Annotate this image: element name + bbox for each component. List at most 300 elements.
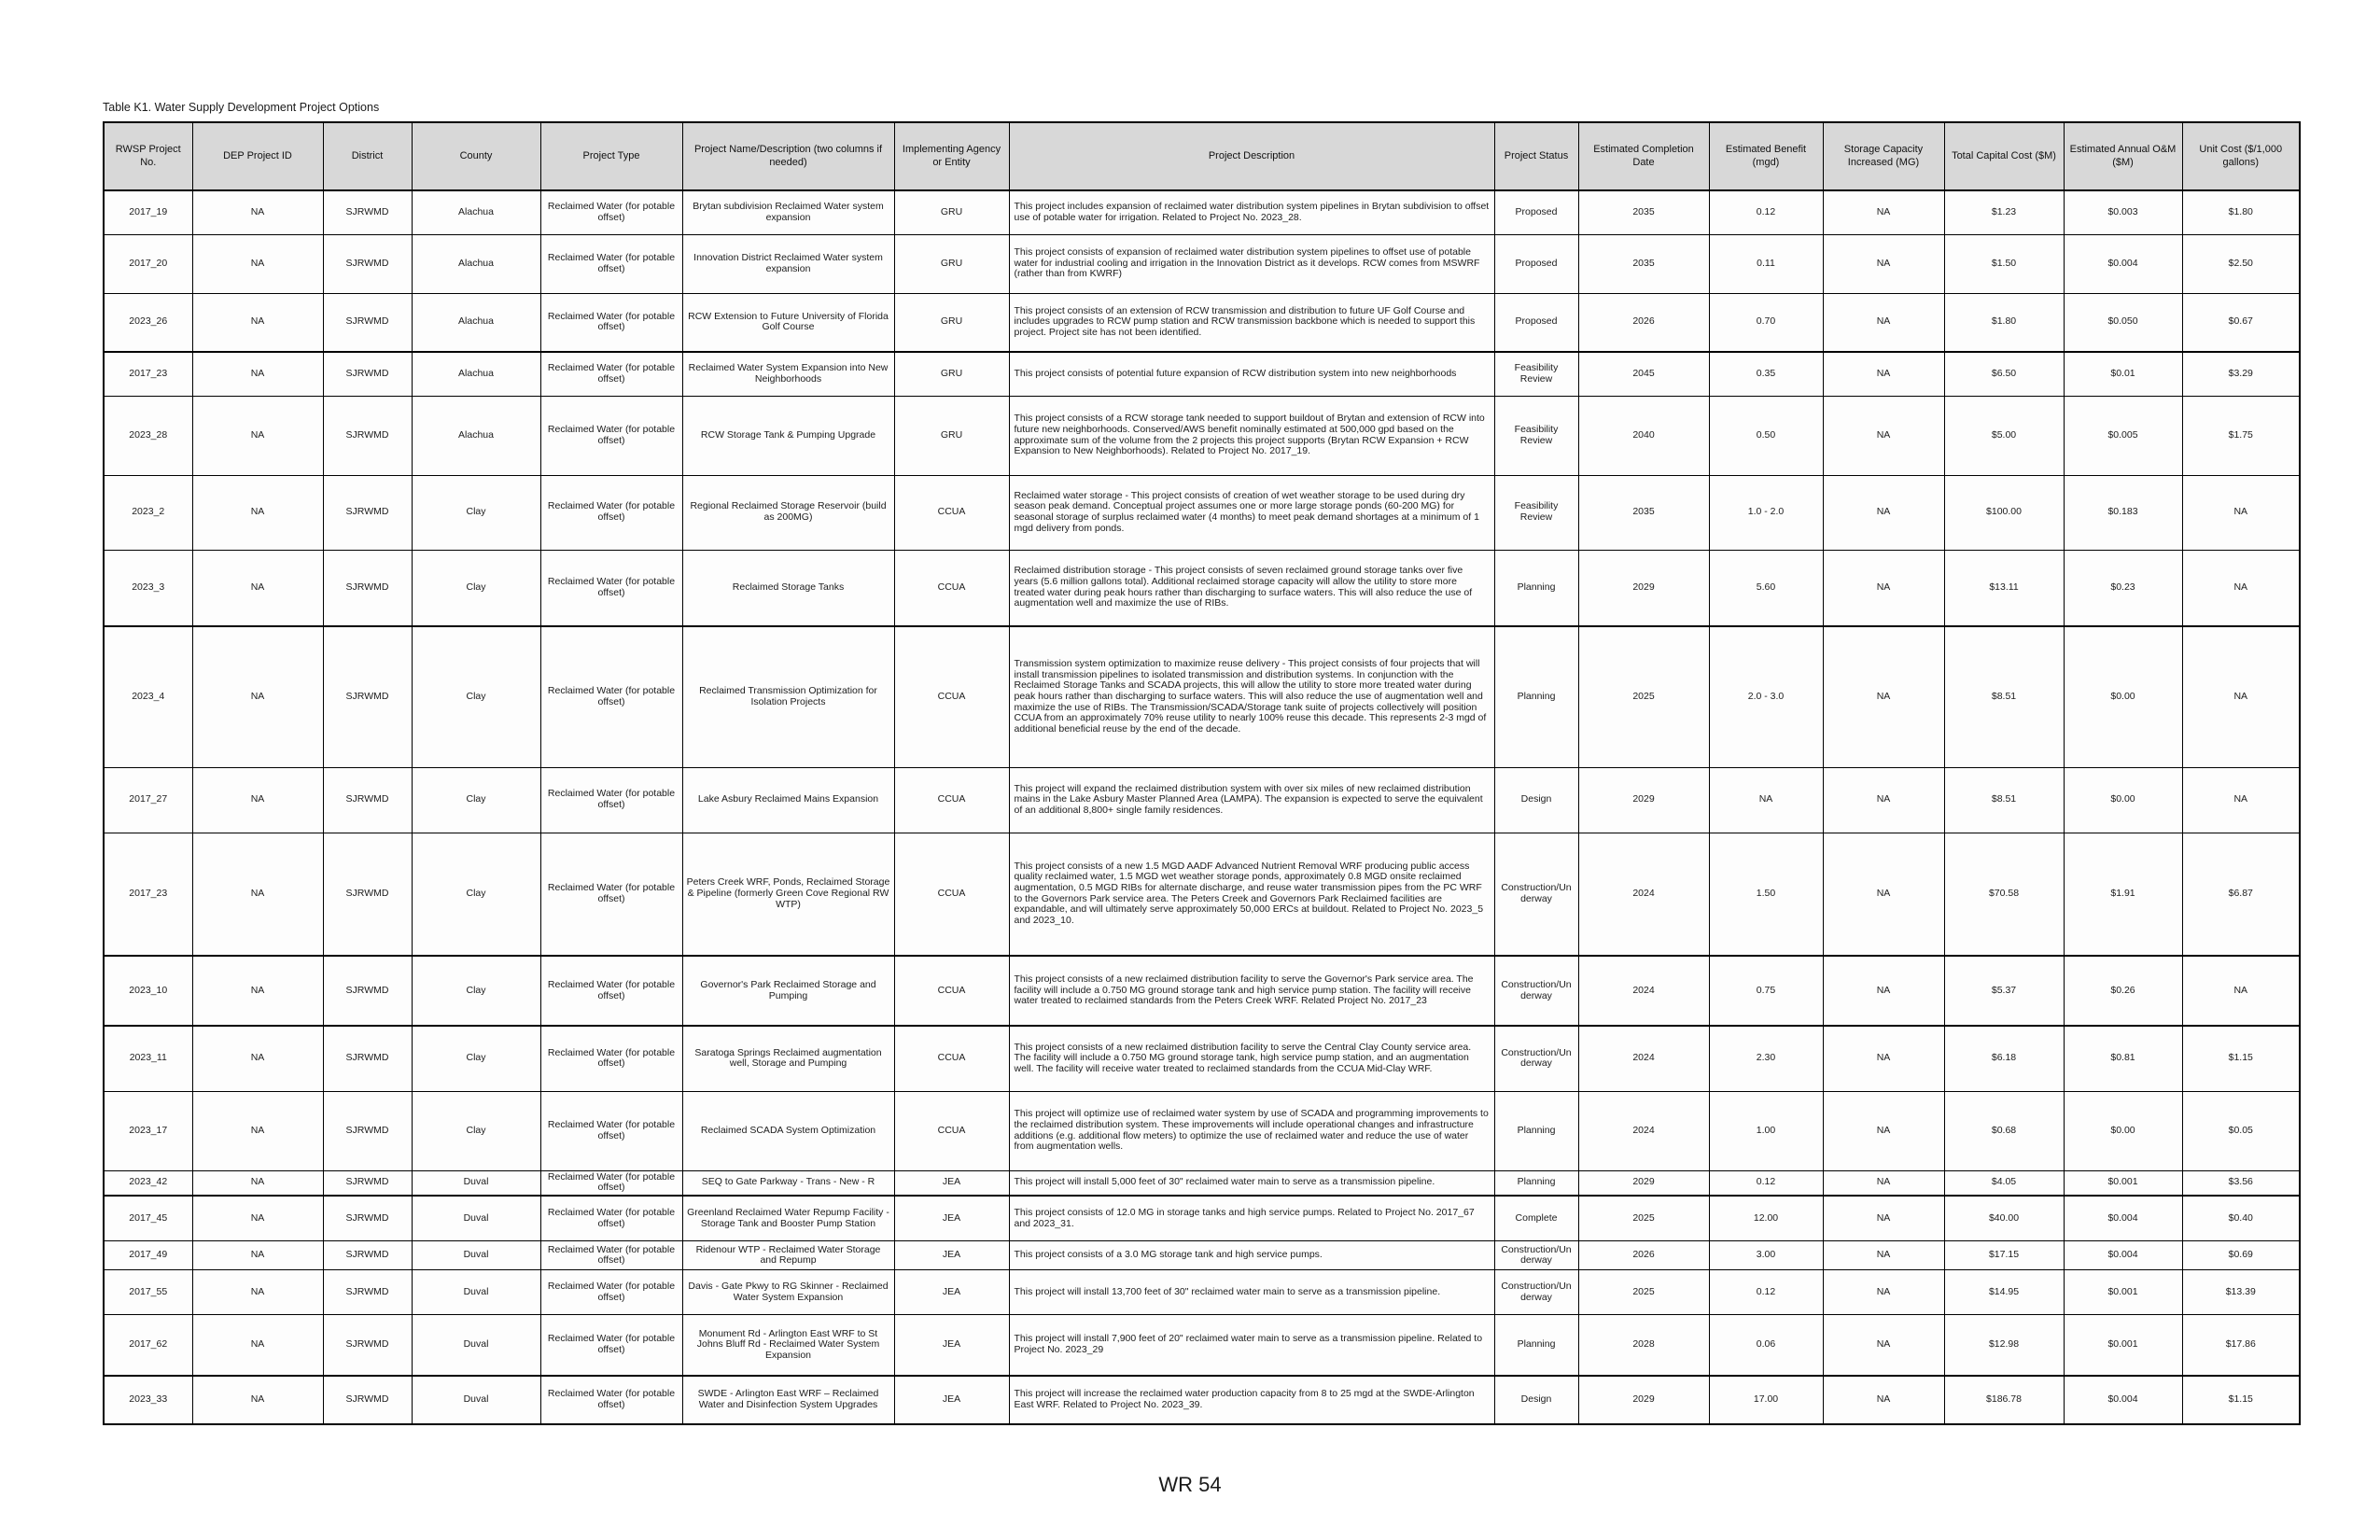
cell-rwsp-project-no: 2023_33 (104, 1376, 192, 1424)
cell-district: SJRWMD (323, 956, 412, 1026)
cell-project-type: Reclaimed Water (for potable offset) (540, 234, 682, 293)
project-options-table (103, 121, 2301, 1425)
cell-storage-capacity: NA (1823, 293, 1944, 352)
cell-unit-cost: NA (2182, 475, 2300, 550)
cell-implementing-agency: GRU (894, 352, 1009, 396)
cell-storage-capacity: NA (1823, 396, 1944, 475)
cell-implementing-agency: CCUA (894, 1091, 1009, 1170)
cell-storage-capacity: NA (1823, 1170, 1944, 1196)
cell-estimated-benefit: 0.06 (1709, 1315, 1823, 1376)
cell-dep-project-id: NA (192, 1196, 323, 1241)
cell-district: SJRWMD (323, 293, 412, 352)
cell-annual-om: $0.004 (2064, 1196, 2182, 1241)
cell-completion-date: 2029 (1578, 550, 1709, 626)
cell-county: Duval (412, 1376, 540, 1424)
table-row (104, 1170, 2300, 1196)
cell-completion-date: 2025 (1578, 1196, 1709, 1241)
cell-project-type: Reclaimed Water (for potable offset) (540, 1270, 682, 1315)
cell-unit-cost: $1.15 (2182, 1376, 2300, 1424)
cell-total-capital-cost: $6.18 (1944, 1026, 2064, 1091)
cell-total-capital-cost: $12.98 (1944, 1315, 2064, 1376)
cell-project-status: Planning (1494, 626, 1578, 767)
cell-annual-om: $0.00 (2064, 1091, 2182, 1170)
cell-estimated-benefit: 1.50 (1709, 833, 1823, 956)
cell-project-name: SWDE - Arlington East WRF – Reclaimed Water and Disinfection System Upgrades (682, 1376, 894, 1424)
column-header-type: Project Type (540, 122, 682, 190)
cell-estimated-benefit: 0.35 (1709, 352, 1823, 396)
cell-project-description: This project consists of a new reclaimed distribution facility to serve the Governor's Park service area. The facility will include a 0.750 MG ground storage tank and high service pump station. The facility will receive water treated to reclaimed standards from the Peters Creek WRF. Related Project No. 2017_23 (1009, 956, 1494, 1026)
cell-total-capital-cost: $40.00 (1944, 1196, 2064, 1241)
cell-rwsp-project-no: 2017_62 (104, 1315, 192, 1376)
cell-county: Alachua (412, 190, 540, 234)
cell-rwsp-project-no: 2023_3 (104, 550, 192, 626)
cell-estimated-benefit: 2.0 - 3.0 (1709, 626, 1823, 767)
table-row (104, 1196, 2300, 1241)
cell-project-name: RCW Storage Tank & Pumping Upgrade (682, 396, 894, 475)
table-row (104, 1376, 2300, 1424)
cell-project-status: Feasibility Review (1494, 396, 1578, 475)
cell-rwsp-project-no: 2017_45 (104, 1196, 192, 1241)
cell-project-type: Reclaimed Water (for potable offset) (540, 956, 682, 1026)
column-header-desc: Project Description (1009, 122, 1494, 190)
cell-annual-om: $0.050 (2064, 293, 2182, 352)
cell-dep-project-id: NA (192, 190, 323, 234)
cell-implementing-agency: CCUA (894, 475, 1009, 550)
cell-project-status: Design (1494, 1376, 1578, 1424)
page-number: WR 54 (1158, 1473, 1222, 1496)
cell-completion-date: 2028 (1578, 1315, 1709, 1376)
cell-estimated-benefit: 1.00 (1709, 1091, 1823, 1170)
cell-estimated-benefit: 1.0 - 2.0 (1709, 475, 1823, 550)
cell-annual-om: $1.91 (2064, 833, 2182, 956)
cell-project-name: Peters Creek WRF, Ponds, Reclaimed Storage & Pipeline (formerly Green Cove Regional RW WTP) (682, 833, 894, 956)
cell-implementing-agency: CCUA (894, 767, 1009, 833)
cell-completion-date: 2035 (1578, 190, 1709, 234)
cell-annual-om: $0.23 (2064, 550, 2182, 626)
table-row (104, 1091, 2300, 1170)
cell-dep-project-id: NA (192, 550, 323, 626)
table-row (104, 1241, 2300, 1270)
cell-project-name: Monument Rd - Arlington East WRF to St Johns Bluff Rd - Reclaimed Water System Expansion (682, 1315, 894, 1376)
cell-dep-project-id: NA (192, 956, 323, 1026)
cell-completion-date: 2024 (1578, 1091, 1709, 1170)
cell-district: SJRWMD (323, 1270, 412, 1315)
cell-annual-om: $0.001 (2064, 1170, 2182, 1196)
cell-total-capital-cost: $17.15 (1944, 1241, 2064, 1270)
cell-completion-date: 2024 (1578, 956, 1709, 1026)
cell-project-type: Reclaimed Water (for potable offset) (540, 767, 682, 833)
column-header-county: County (412, 122, 540, 190)
cell-rwsp-project-no: 2017_49 (104, 1241, 192, 1270)
cell-annual-om: $0.001 (2064, 1270, 2182, 1315)
cell-county: Clay (412, 550, 540, 626)
cell-implementing-agency: CCUA (894, 626, 1009, 767)
cell-county: Clay (412, 1026, 540, 1091)
cell-completion-date: 2026 (1578, 1241, 1709, 1270)
cell-project-description: This project will install 13,700 feet of 30" reclaimed water main to serve as a transmission pipeline. (1009, 1270, 1494, 1315)
cell-completion-date: 2035 (1578, 234, 1709, 293)
cell-storage-capacity: NA (1823, 833, 1944, 956)
cell-implementing-agency: JEA (894, 1315, 1009, 1376)
cell-storage-capacity: NA (1823, 550, 1944, 626)
column-header-capital: Total Capital Cost ($M) (1944, 122, 2064, 190)
cell-rwsp-project-no: 2023_28 (104, 396, 192, 475)
cell-county: Duval (412, 1170, 540, 1196)
cell-project-type: Reclaimed Water (for potable offset) (540, 1026, 682, 1091)
cell-dep-project-id: NA (192, 1026, 323, 1091)
table-row (104, 626, 2300, 767)
table-row (104, 396, 2300, 475)
cell-total-capital-cost: $1.23 (1944, 190, 2064, 234)
table-title: Table K1. Water Supply Development Project Options (103, 101, 380, 114)
cell-storage-capacity: NA (1823, 1091, 1944, 1170)
cell-project-status: Design (1494, 767, 1578, 833)
cell-estimated-benefit: 0.12 (1709, 1170, 1823, 1196)
cell-estimated-benefit: 0.12 (1709, 190, 1823, 234)
cell-rwsp-project-no: 2023_42 (104, 1170, 192, 1196)
cell-project-type: Reclaimed Water (for potable offset) (540, 550, 682, 626)
column-header-no: RWSP Project No. (104, 122, 192, 190)
cell-project-status: Construction/Underway (1494, 1026, 1578, 1091)
cell-county: Duval (412, 1196, 540, 1241)
cell-district: SJRWMD (323, 626, 412, 767)
cell-county: Alachua (412, 293, 540, 352)
cell-project-type: Reclaimed Water (for potable offset) (540, 626, 682, 767)
column-header-date: Estimated Completion Date (1578, 122, 1709, 190)
cell-project-status: Feasibility Review (1494, 475, 1578, 550)
column-header-storage: Storage Capacity Increased (MG) (1823, 122, 1944, 190)
cell-project-type: Reclaimed Water (for potable offset) (540, 1091, 682, 1170)
cell-project-status: Construction/Underway (1494, 1241, 1578, 1270)
cell-rwsp-project-no: 2023_4 (104, 626, 192, 767)
column-header-om: Estimated Annual O&M ($M) (2064, 122, 2182, 190)
cell-unit-cost: $1.15 (2182, 1026, 2300, 1091)
cell-dep-project-id: NA (192, 626, 323, 767)
cell-estimated-benefit: 0.12 (1709, 1270, 1823, 1315)
cell-project-status: Construction/Underway (1494, 956, 1578, 1026)
table-row (104, 833, 2300, 956)
cell-unit-cost: NA (2182, 956, 2300, 1026)
cell-unit-cost: $2.50 (2182, 234, 2300, 293)
cell-county: Clay (412, 833, 540, 956)
cell-completion-date: 2025 (1578, 626, 1709, 767)
cell-county: Alachua (412, 352, 540, 396)
cell-implementing-agency: JEA (894, 1170, 1009, 1196)
cell-project-name: Davis - Gate Pkwy to RG Skinner - Reclaimed Water System Expansion (682, 1270, 894, 1315)
cell-implementing-agency: JEA (894, 1196, 1009, 1241)
cell-implementing-agency: CCUA (894, 956, 1009, 1026)
cell-total-capital-cost: $13.11 (1944, 550, 2064, 626)
cell-completion-date: 2040 (1578, 396, 1709, 475)
cell-total-capital-cost: $5.37 (1944, 956, 2064, 1026)
cell-completion-date: 2029 (1578, 767, 1709, 833)
cell-project-type: Reclaimed Water (for potable offset) (540, 1170, 682, 1196)
table-row (104, 293, 2300, 352)
cell-district: SJRWMD (323, 767, 412, 833)
cell-rwsp-project-no: 2017_23 (104, 352, 192, 396)
cell-project-status: Complete (1494, 1196, 1578, 1241)
column-header-agency: Implementing Agency or Entity (894, 122, 1009, 190)
cell-estimated-benefit: 0.70 (1709, 293, 1823, 352)
cell-project-name: Greenland Reclaimed Water Repump Facility - Storage Tank and Booster Pump Station (682, 1196, 894, 1241)
cell-total-capital-cost: $5.00 (1944, 396, 2064, 475)
cell-implementing-agency: GRU (894, 234, 1009, 293)
cell-district: SJRWMD (323, 1026, 412, 1091)
cell-unit-cost: $0.67 (2182, 293, 2300, 352)
cell-project-status: Planning (1494, 1091, 1578, 1170)
cell-annual-om: $0.01 (2064, 352, 2182, 396)
cell-district: SJRWMD (323, 190, 412, 234)
cell-project-type: Reclaimed Water (for potable offset) (540, 396, 682, 475)
cell-district: SJRWMD (323, 1241, 412, 1270)
cell-project-description: This project includes expansion of reclaimed water distribution system pipelines in Brytan subdivision to offset use of potable water for irrigation. Related to Project No. 2023_28. (1009, 190, 1494, 234)
cell-project-type: Reclaimed Water (for potable offset) (540, 1376, 682, 1424)
cell-estimated-benefit: 0.50 (1709, 396, 1823, 475)
cell-completion-date: 2029 (1578, 1170, 1709, 1196)
table-header-row (104, 122, 2300, 190)
cell-district: SJRWMD (323, 1170, 412, 1196)
cell-project-status: Planning (1494, 550, 1578, 626)
cell-project-name: RCW Extension to Future University of Florida Golf Course (682, 293, 894, 352)
table-row (104, 1270, 2300, 1315)
cell-implementing-agency: GRU (894, 293, 1009, 352)
cell-annual-om: $0.001 (2064, 1315, 2182, 1376)
cell-implementing-agency: CCUA (894, 1026, 1009, 1091)
cell-total-capital-cost: $14.95 (1944, 1270, 2064, 1315)
table-row (104, 190, 2300, 234)
cell-unit-cost: $3.56 (2182, 1170, 2300, 1196)
cell-dep-project-id: NA (192, 1170, 323, 1196)
cell-project-description: This project consists of a RCW storage tank needed to support buildout of Brytan and extension of RCW into future new neighborhoods. Conserved/AWS benefit nominally estimated at 500,000 gpd based on the approximate sum of the volume from the 2 projects this project supports (Brytan RCW Expansion + RCW Expansion to New Neighborhoods). Related to Project No. 2017_19. (1009, 396, 1494, 475)
cell-total-capital-cost: $1.50 (1944, 234, 2064, 293)
cell-annual-om: $0.003 (2064, 190, 2182, 234)
cell-project-description: This project consists of 12.0 MG in storage tanks and high service pumps. Related to Project No. 2017_67 and 2023_31. (1009, 1196, 1494, 1241)
cell-unit-cost: NA (2182, 767, 2300, 833)
cell-project-type: Reclaimed Water (for potable offset) (540, 293, 682, 352)
cell-annual-om: $0.004 (2064, 1241, 2182, 1270)
cell-project-description: This project consists of a new reclaimed distribution facility to serve the Central Clay County service area. The facility will include a 0.750 MG ground storage tank, high service pump station, and an augmentation well. The facility will receive water treated to reclaimed standards from the CCUA Mid-Clay WRF. (1009, 1026, 1494, 1091)
cell-district: SJRWMD (323, 475, 412, 550)
cell-dep-project-id: NA (192, 475, 323, 550)
cell-storage-capacity: NA (1823, 352, 1944, 396)
column-header-unit: Unit Cost ($/1,000 gallons) (2182, 122, 2300, 190)
cell-implementing-agency: CCUA (894, 833, 1009, 956)
cell-unit-cost: $0.69 (2182, 1241, 2300, 1270)
cell-project-name: SEQ to Gate Parkway - Trans - New - R (682, 1170, 894, 1196)
cell-annual-om: $0.005 (2064, 396, 2182, 475)
cell-unit-cost: $0.40 (2182, 1196, 2300, 1241)
cell-estimated-benefit: NA (1709, 767, 1823, 833)
cell-implementing-agency: JEA (894, 1241, 1009, 1270)
cell-rwsp-project-no: 2023_26 (104, 293, 192, 352)
cell-project-name: Reclaimed Water System Expansion into New Neighborhoods (682, 352, 894, 396)
cell-total-capital-cost: $6.50 (1944, 352, 2064, 396)
cell-county: Clay (412, 956, 540, 1026)
cell-annual-om: $0.004 (2064, 1376, 2182, 1424)
cell-project-name: Lake Asbury Reclaimed Mains Expansion (682, 767, 894, 833)
cell-total-capital-cost: $70.58 (1944, 833, 2064, 956)
cell-rwsp-project-no: 2017_27 (104, 767, 192, 833)
cell-rwsp-project-no: 2023_2 (104, 475, 192, 550)
cell-rwsp-project-no: 2017_19 (104, 190, 192, 234)
cell-rwsp-project-no: 2017_23 (104, 833, 192, 956)
cell-completion-date: 2025 (1578, 1270, 1709, 1315)
cell-project-description: This project will expand the reclaimed distribution system with over six miles of new reclaimed distribution mains in the Lake Asbury Master Planned Area (LAMPA). The expansion is expected to serve the equivalent of an additional 8,800+ single family residences. (1009, 767, 1494, 833)
cell-annual-om: $0.00 (2064, 767, 2182, 833)
cell-project-description: This project consists of a new 1.5 MGD AADF Advanced Nutrient Removal WRF producing public access quality reclaimed water, 1.5 MGD wet weather storage ponds, approximately 0.8 MGD onsite reclaimed augmentation, 0.5 MGD RIBs for alternate discharge, and reuse water transmission pipes from the PC WRF to the Governors Park service area. The Peters Creek and Governors Park Reclaimed facilities are expandable, and will ultimately serve approximately 50,000 ERCs at buildout. Related to Project No. 2023_5 and 2023_10. (1009, 833, 1494, 956)
cell-dep-project-id: NA (192, 396, 323, 475)
cell-annual-om: $0.26 (2064, 956, 2182, 1026)
cell-annual-om: $0.004 (2064, 234, 2182, 293)
cell-dep-project-id: NA (192, 1376, 323, 1424)
cell-project-type: Reclaimed Water (for potable offset) (540, 190, 682, 234)
cell-project-name: Saratoga Springs Reclaimed augmentation well, Storage and Pumping (682, 1026, 894, 1091)
cell-total-capital-cost: $100.00 (1944, 475, 2064, 550)
cell-project-description: This project consists of an extension of RCW transmission and distribution to future UF Golf Course and includes upgrades to RCW pump station and RCW transmission backbone which is needed to support this project. Project site has not been identified. (1009, 293, 1494, 352)
cell-dep-project-id: NA (192, 833, 323, 956)
cell-project-type: Reclaimed Water (for potable offset) (540, 475, 682, 550)
cell-project-name: Regional Reclaimed Storage Reservoir (build as 200MG) (682, 475, 894, 550)
cell-unit-cost: $1.80 (2182, 190, 2300, 234)
table-row (104, 767, 2300, 833)
cell-dep-project-id: NA (192, 1091, 323, 1170)
cell-unit-cost: $17.86 (2182, 1315, 2300, 1376)
cell-district: SJRWMD (323, 550, 412, 626)
cell-county: Clay (412, 767, 540, 833)
cell-completion-date: 2026 (1578, 293, 1709, 352)
table-row (104, 956, 2300, 1026)
cell-county: Duval (412, 1241, 540, 1270)
cell-project-status: Proposed (1494, 293, 1578, 352)
cell-district: SJRWMD (323, 1376, 412, 1424)
cell-unit-cost: $1.75 (2182, 396, 2300, 475)
cell-project-type: Reclaimed Water (for potable offset) (540, 833, 682, 956)
cell-storage-capacity: NA (1823, 1241, 1944, 1270)
cell-storage-capacity: NA (1823, 1315, 1944, 1376)
cell-project-name: Innovation District Reclaimed Water system expansion (682, 234, 894, 293)
cell-project-type: Reclaimed Water (for potable offset) (540, 1315, 682, 1376)
cell-district: SJRWMD (323, 396, 412, 475)
cell-completion-date: 2045 (1578, 352, 1709, 396)
cell-district: SJRWMD (323, 1196, 412, 1241)
cell-dep-project-id: NA (192, 1315, 323, 1376)
cell-rwsp-project-no: 2017_55 (104, 1270, 192, 1315)
cell-district: SJRWMD (323, 1091, 412, 1170)
cell-project-status: Planning (1494, 1170, 1578, 1196)
cell-rwsp-project-no: 2023_10 (104, 956, 192, 1026)
cell-project-type: Reclaimed Water (for potable offset) (540, 352, 682, 396)
cell-unit-cost: $13.39 (2182, 1270, 2300, 1315)
cell-project-description: This project will install 5,000 feet of 30" reclaimed water main to serve as a transmission pipeline. (1009, 1170, 1494, 1196)
cell-project-description: This project consists of a 3.0 MG storage tank and high service pumps. (1009, 1241, 1494, 1270)
cell-unit-cost: $0.05 (2182, 1091, 2300, 1170)
cell-total-capital-cost: $1.80 (1944, 293, 2064, 352)
cell-estimated-benefit: 3.00 (1709, 1241, 1823, 1270)
table-row (104, 352, 2300, 396)
cell-total-capital-cost: $8.51 (1944, 767, 2064, 833)
cell-storage-capacity: NA (1823, 1270, 1944, 1315)
cell-unit-cost: $6.87 (2182, 833, 2300, 956)
cell-project-type: Reclaimed Water (for potable offset) (540, 1196, 682, 1241)
cell-total-capital-cost: $0.68 (1944, 1091, 2064, 1170)
cell-storage-capacity: NA (1823, 767, 1944, 833)
cell-project-name: Governor's Park Reclaimed Storage and Pumping (682, 956, 894, 1026)
cell-estimated-benefit: 5.60 (1709, 550, 1823, 626)
column-header-dep: DEP Project ID (192, 122, 323, 190)
cell-dep-project-id: NA (192, 234, 323, 293)
cell-project-description: This project consists of expansion of reclaimed water distribution system pipelines to offset use of potable water for industrial cooling and irrigation in the Innovation District as it develops. RCW comes from MSWRF (rather than from KWRF) (1009, 234, 1494, 293)
cell-storage-capacity: NA (1823, 1196, 1944, 1241)
cell-project-status: Feasibility Review (1494, 352, 1578, 396)
table-row (104, 234, 2300, 293)
cell-total-capital-cost: $8.51 (1944, 626, 2064, 767)
cell-completion-date: 2024 (1578, 1026, 1709, 1091)
cell-project-description: This project consists of potential future expansion of RCW distribution system into new neighborhoods (1009, 352, 1494, 396)
cell-unit-cost: NA (2182, 550, 2300, 626)
cell-estimated-benefit: 12.00 (1709, 1196, 1823, 1241)
cell-project-type: Reclaimed Water (for potable offset) (540, 1241, 682, 1270)
cell-completion-date: 2035 (1578, 475, 1709, 550)
cell-county: Clay (412, 626, 540, 767)
cell-unit-cost: NA (2182, 626, 2300, 767)
cell-project-status: Planning (1494, 1315, 1578, 1376)
table-row (104, 1026, 2300, 1091)
cell-project-description: Reclaimed water storage - This project consists of creation of wet weather storage to be used during dry season peak demand. Conceptual project assumes one or more large storage ponds (60-200 MG) for seasonal storage of surplus reclaimed water (4 months) to meet peak demand shortages at a minimum of 1 mgd delivery from ponds. (1009, 475, 1494, 550)
cell-estimated-benefit: 0.75 (1709, 956, 1823, 1026)
cell-rwsp-project-no: 2023_17 (104, 1091, 192, 1170)
cell-county: Clay (412, 475, 540, 550)
cell-estimated-benefit: 2.30 (1709, 1026, 1823, 1091)
cell-storage-capacity: NA (1823, 475, 1944, 550)
cell-implementing-agency: GRU (894, 190, 1009, 234)
cell-storage-capacity: NA (1823, 626, 1944, 767)
cell-implementing-agency: CCUA (894, 550, 1009, 626)
cell-project-name: Reclaimed Storage Tanks (682, 550, 894, 626)
cell-total-capital-cost: $186.78 (1944, 1376, 2064, 1424)
cell-dep-project-id: NA (192, 1241, 323, 1270)
table-row (104, 475, 2300, 550)
cell-rwsp-project-no: 2023_11 (104, 1026, 192, 1091)
cell-total-capital-cost: $4.05 (1944, 1170, 2064, 1196)
cell-estimated-benefit: 17.00 (1709, 1376, 1823, 1424)
cell-dep-project-id: NA (192, 1270, 323, 1315)
column-header-district: District (323, 122, 412, 190)
cell-district: SJRWMD (323, 352, 412, 396)
cell-project-description: This project will increase the reclaimed water production capacity from 8 to 25 mgd at the SWDE-Arlington East WRF. Related to Project No. 2023_39. (1009, 1376, 1494, 1424)
cell-implementing-agency: GRU (894, 396, 1009, 475)
cell-dep-project-id: NA (192, 352, 323, 396)
cell-county: Clay (412, 1091, 540, 1170)
cell-implementing-agency: JEA (894, 1376, 1009, 1424)
cell-project-status: Construction/Underway (1494, 833, 1578, 956)
cell-rwsp-project-no: 2017_20 (104, 234, 192, 293)
cell-project-description: This project will optimize use of reclaimed water system by use of SCADA and programming improvements to the reclaimed distribution system. These improvements will include operational changes and infrastructure additions (e.g. additional flow meters) to optimize the use of reclaimed water and reduce the use of water from augmentation wells. (1009, 1091, 1494, 1170)
cell-annual-om: $0.81 (2064, 1026, 2182, 1091)
cell-project-name: Brytan subdivision Reclaimed Water system expansion (682, 190, 894, 234)
column-header-benefit: Estimated Benefit (mgd) (1709, 122, 1823, 190)
column-header-status: Project Status (1494, 122, 1578, 190)
cell-dep-project-id: NA (192, 767, 323, 833)
cell-estimated-benefit: 0.11 (1709, 234, 1823, 293)
cell-project-name: Reclaimed Transmission Optimization for Isolation Projects (682, 626, 894, 767)
cell-annual-om: $0.00 (2064, 626, 2182, 767)
cell-storage-capacity: NA (1823, 956, 1944, 1026)
cell-project-status: Proposed (1494, 190, 1578, 234)
table-row (104, 550, 2300, 626)
cell-project-description: This project will install 7,900 feet of 20" reclaimed water main to serve as a transmission pipeline. Related to Project No. 2023_29 (1009, 1315, 1494, 1376)
cell-storage-capacity: NA (1823, 234, 1944, 293)
cell-project-status: Proposed (1494, 234, 1578, 293)
